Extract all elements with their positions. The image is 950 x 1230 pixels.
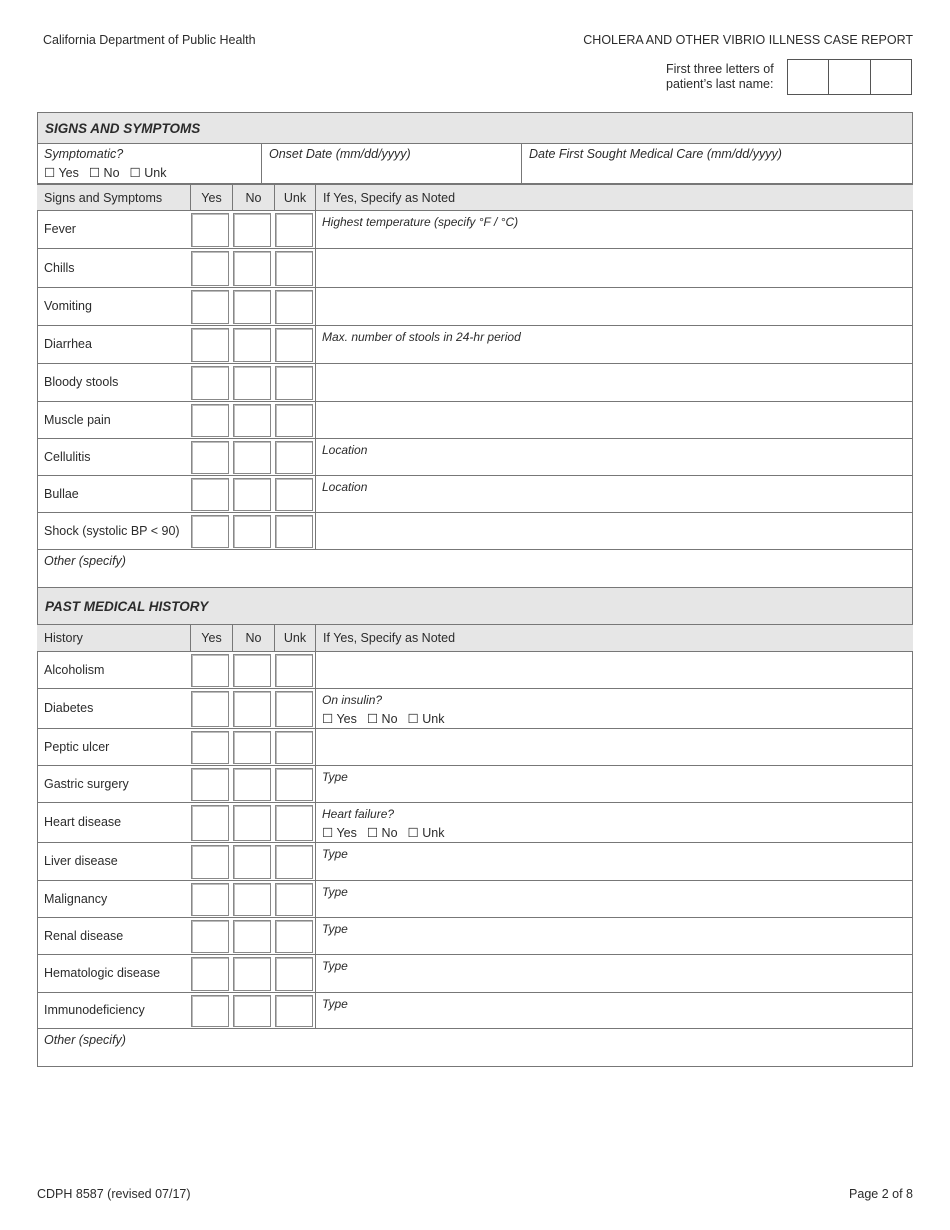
history-unk-box[interactable] <box>275 920 313 953</box>
signs-specify-cell[interactable] <box>315 513 913 549</box>
history-no-box[interactable] <box>233 883 271 916</box>
signs-yes-box[interactable] <box>191 213 229 247</box>
sought-care-label: Date First Sought Medical Care (mm/dd/yyyy) <box>529 147 782 161</box>
history-unk-box[interactable] <box>275 768 313 801</box>
signs-col-no: No <box>232 185 274 210</box>
history-col-name: History <box>44 631 83 645</box>
history-col-unk: Unk <box>274 625 315 651</box>
signs-col-unk: Unk <box>274 185 315 210</box>
history-unk-box[interactable] <box>275 995 313 1027</box>
history-row-label: Liver disease <box>44 854 118 868</box>
history-row-label: Diabetes <box>44 701 94 715</box>
signs-yes-box[interactable] <box>191 478 229 511</box>
signs-row-label: Bullae <box>44 487 79 501</box>
signs-specify-cell[interactable] <box>315 476 913 512</box>
history-no-box[interactable] <box>233 957 271 991</box>
history-col-yes: Yes <box>190 625 232 651</box>
last-name-letter-boxes <box>787 59 912 95</box>
signs-yes-box[interactable] <box>191 251 229 286</box>
agency-name: California Department of Public Health <box>43 33 256 47</box>
signs-other-label: Other (specify) <box>44 554 126 568</box>
last-name-label-line2: patient’s last name: <box>666 77 774 91</box>
signs-col-yes: Yes <box>190 185 232 210</box>
signs-row <box>37 476 913 513</box>
option-unk[interactable]: ☐ Unk <box>407 826 445 840</box>
history-unk-box[interactable] <box>275 845 313 879</box>
option-no[interactable]: ☐ No <box>366 826 398 840</box>
history-col-specify: If Yes, Specify as Noted <box>323 631 456 645</box>
history-yes-box[interactable] <box>191 805 229 841</box>
signs-row <box>37 288 913 326</box>
history-other-row[interactable] <box>37 1029 913 1067</box>
signs-unk-box[interactable] <box>275 366 313 400</box>
signs-yes-box[interactable] <box>191 404 229 437</box>
history-specify-cell[interactable] <box>315 729 913 765</box>
form-id: CDPH 8587 (revised 07/17) <box>37 1187 191 1201</box>
signs-unk-box[interactable] <box>275 251 313 286</box>
signs-no-box[interactable] <box>233 441 271 474</box>
history-unk-box[interactable] <box>275 731 313 764</box>
symptomatic-yes[interactable]: ☐ Yes <box>44 166 79 180</box>
history-no-box[interactable] <box>233 731 271 764</box>
symptomatic-row <box>37 143 913 184</box>
signs-row-label: Cellulitis <box>44 450 91 464</box>
signs-no-box[interactable] <box>233 478 271 511</box>
history-row-options <box>322 825 444 840</box>
history-no-box[interactable] <box>233 768 271 801</box>
history-specify-cell[interactable] <box>315 993 913 1028</box>
history-specify-cell[interactable] <box>315 918 913 954</box>
signs-specify-cell[interactable] <box>315 288 913 325</box>
history-row <box>37 993 913 1029</box>
signs-specify-cell[interactable] <box>315 364 913 401</box>
history-row-note: Type <box>322 997 348 1011</box>
signs-row-note: Location <box>322 443 368 457</box>
signs-row-label: Bloody stools <box>44 375 119 389</box>
signs-unk-box[interactable] <box>275 213 313 247</box>
symptomatic-options <box>44 165 166 180</box>
history-row-note: Type <box>322 959 348 973</box>
history-specify-cell[interactable] <box>315 766 913 802</box>
history-row-label: Hematologic disease <box>44 966 161 980</box>
history-yes-box[interactable] <box>191 731 229 764</box>
history-yes-box[interactable] <box>191 957 229 991</box>
history-no-box[interactable] <box>233 691 271 727</box>
history-row <box>37 918 913 955</box>
page-number: Page 2 of 8 <box>849 1187 913 1201</box>
history-unk-box[interactable] <box>275 957 313 991</box>
sought-care-cell[interactable] <box>521 143 913 183</box>
signs-no-box[interactable] <box>233 328 271 362</box>
signs-section-title-text: SIGNS AND SYMPTOMS <box>45 120 201 136</box>
history-section-title <box>37 587 913 625</box>
history-specify-cell[interactable] <box>315 652 913 688</box>
signs-no-box[interactable] <box>233 366 271 400</box>
history-row-label: Peptic ulcer <box>44 740 110 754</box>
history-specify-cell[interactable] <box>315 955 913 992</box>
signs-row-label: Diarrhea <box>44 337 92 351</box>
history-unk-box[interactable] <box>275 883 313 916</box>
history-no-box[interactable] <box>233 805 271 841</box>
history-no-box[interactable] <box>233 920 271 953</box>
signs-unk-box[interactable] <box>275 515 313 548</box>
signs-unk-box[interactable] <box>275 478 313 511</box>
history-row-options <box>322 711 444 726</box>
signs-yes-box[interactable] <box>191 366 229 400</box>
signs-row-label: Shock (systolic BP < 90) <box>44 524 180 538</box>
history-row <box>37 652 913 689</box>
history-row-label: Immunodeficiency <box>44 1003 145 1017</box>
signs-row-label: Fever <box>44 222 76 236</box>
signs-specify-cell[interactable] <box>315 249 913 287</box>
onset-date-label: Onset Date (mm/dd/yyyy) <box>269 147 411 161</box>
history-row <box>37 729 913 766</box>
history-row-note: Type <box>322 770 348 784</box>
onset-date-cell[interactable] <box>261 143 521 183</box>
history-col-no: No <box>232 625 274 651</box>
history-row <box>37 803 913 843</box>
history-row-label: Heart disease <box>44 815 122 829</box>
history-row <box>37 766 913 803</box>
history-row-note: Type <box>322 885 348 899</box>
letter-box-1[interactable] <box>788 60 828 94</box>
history-yes-box[interactable] <box>191 883 229 916</box>
history-unk-box[interactable] <box>275 805 313 841</box>
history-row-note: Type <box>322 847 348 861</box>
signs-yes-box[interactable] <box>191 441 229 474</box>
history-other-label: Other (specify) <box>44 1033 126 1047</box>
option-unk[interactable]: ☐ Unk <box>407 712 445 726</box>
signs-unk-box[interactable] <box>275 290 313 324</box>
history-row-label: Gastric surgery <box>44 777 129 791</box>
history-unk-box[interactable] <box>275 691 313 727</box>
history-row <box>37 955 913 993</box>
option-yes[interactable]: ☐ Yes <box>322 712 357 726</box>
signs-unk-box[interactable] <box>275 404 313 437</box>
history-yes-box[interactable] <box>191 845 229 879</box>
signs-section-title <box>37 112 913 144</box>
signs-col-name: Signs and Symptoms <box>44 191 163 205</box>
signs-unk-box[interactable] <box>275 328 313 362</box>
history-row-note: On insulin? <box>322 693 383 707</box>
history-yes-box[interactable] <box>191 654 229 687</box>
letter-box-2[interactable] <box>828 60 869 94</box>
signs-column-header <box>37 184 913 211</box>
signs-row-label: Vomiting <box>44 299 92 313</box>
signs-no-box[interactable] <box>233 404 271 437</box>
signs-row <box>37 439 913 476</box>
signs-no-box[interactable] <box>233 213 271 247</box>
history-no-box[interactable] <box>233 995 271 1027</box>
signs-row <box>37 364 913 402</box>
history-row-label: Alcoholism <box>44 663 105 677</box>
history-yes-box[interactable] <box>191 995 229 1027</box>
signs-row-note: Max. number of stools in 24-hr period <box>322 330 521 344</box>
history-section-title-text: PAST MEDICAL HISTORY <box>45 598 209 614</box>
signs-col-specify: If Yes, Specify as Noted <box>323 191 456 205</box>
history-no-box[interactable] <box>233 654 271 687</box>
history-unk-box[interactable] <box>275 654 313 687</box>
signs-row <box>37 513 913 550</box>
signs-row-note: Highest temperature (specify °F / °C) <box>322 215 519 229</box>
last-name-label <box>666 62 799 92</box>
signs-unk-box[interactable] <box>275 441 313 474</box>
symptomatic-no[interactable]: ☐ No <box>88 166 120 180</box>
history-row-label: Malignancy <box>44 892 108 906</box>
history-row <box>37 689 913 729</box>
signs-yes-box[interactable] <box>191 515 229 548</box>
history-yes-box[interactable] <box>191 768 229 801</box>
signs-no-box[interactable] <box>233 251 271 286</box>
history-specify-cell[interactable] <box>315 881 913 917</box>
history-no-box[interactable] <box>233 845 271 879</box>
option-yes[interactable]: ☐ Yes <box>322 826 357 840</box>
history-specify-cell[interactable] <box>315 843 913 880</box>
signs-no-box[interactable] <box>233 515 271 548</box>
signs-yes-box[interactable] <box>191 290 229 324</box>
history-row <box>37 881 913 918</box>
letter-box-3[interactable] <box>870 60 911 94</box>
symptomatic-cell <box>37 143 261 183</box>
history-row-note: Type <box>322 922 348 936</box>
signs-other-row[interactable] <box>37 550 913 588</box>
signs-row-label: Chills <box>44 261 75 275</box>
history-yes-box[interactable] <box>191 691 229 727</box>
option-no[interactable]: ☐ No <box>366 712 398 726</box>
last-name-label-line1: First three letters of <box>666 62 774 76</box>
signs-row <box>37 211 913 249</box>
history-column-header <box>37 624 913 652</box>
signs-no-box[interactable] <box>233 290 271 324</box>
signs-specify-cell[interactable] <box>315 439 913 475</box>
history-row-note: Heart failure? <box>322 807 395 821</box>
signs-row <box>37 402 913 439</box>
signs-row-note: Location <box>322 480 368 494</box>
signs-yes-box[interactable] <box>191 328 229 362</box>
history-row-label: Renal disease <box>44 929 124 943</box>
signs-row-label: Muscle pain <box>44 413 111 427</box>
symptomatic-label: Symptomatic? <box>44 147 124 161</box>
history-yes-box[interactable] <box>191 920 229 953</box>
signs-row <box>37 249 913 288</box>
signs-specify-cell[interactable] <box>315 402 913 438</box>
history-row <box>37 843 913 881</box>
report-title: CHOLERA AND OTHER VIBRIO ILLNESS CASE REPORT <box>583 33 913 47</box>
symptomatic-unk[interactable]: ☐ Unk <box>129 166 167 180</box>
signs-row <box>37 326 913 364</box>
